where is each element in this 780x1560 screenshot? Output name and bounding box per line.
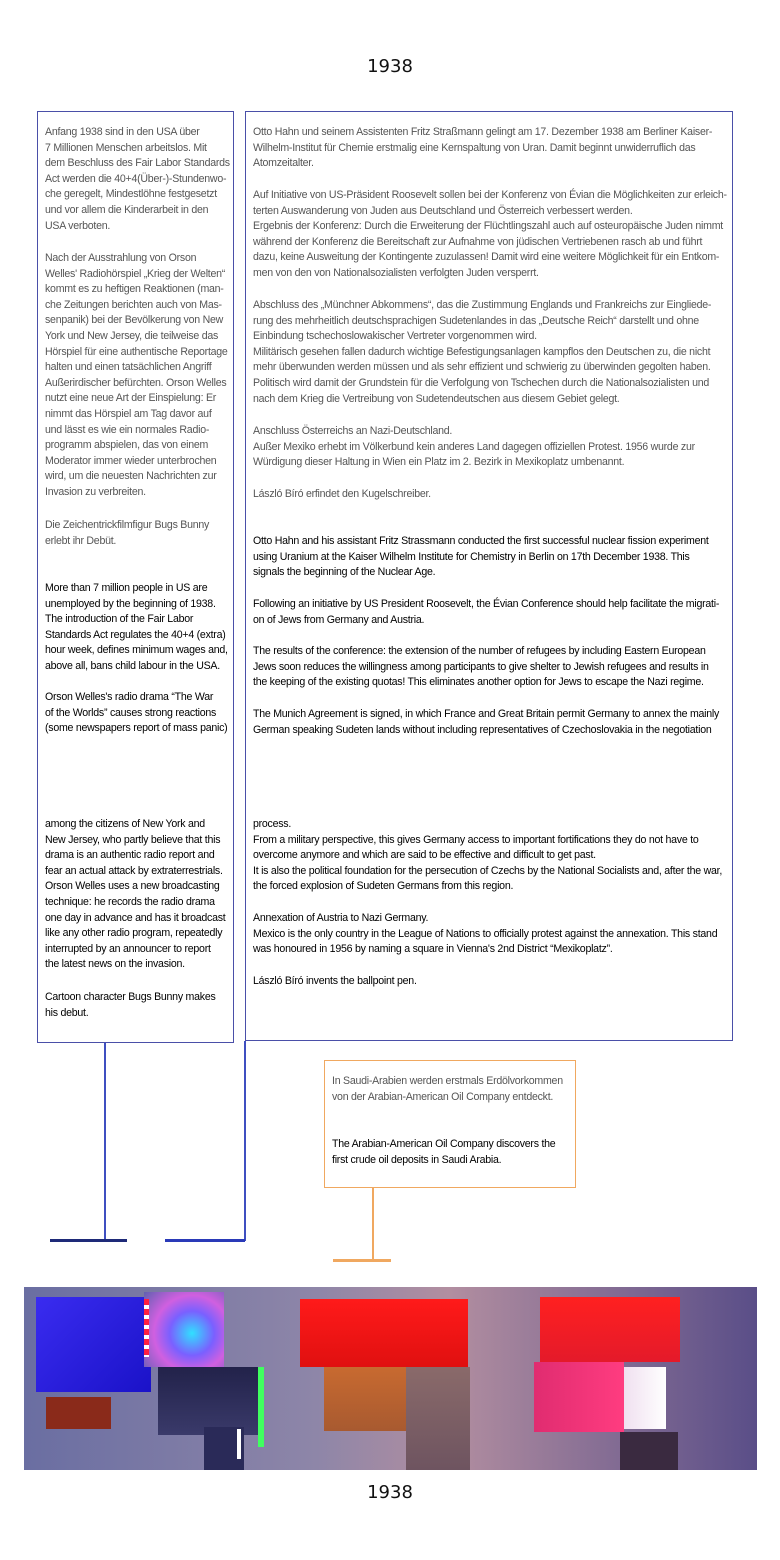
right-en-paragraph-5: process. From a military perspective, this gives Germany access to important fortifications they do not have to overcome anymore and which are said to be effective and difficult to get past. It is also the political foundation for the persecution of Czechs by the National Socialists and, after the war, the forced explosion of Sudeten Germans from this region. [253, 818, 723, 893]
brown-cube [406, 1367, 470, 1470]
dark-base-right [620, 1432, 678, 1470]
left-en-paragraph-4: Cartoon character Bugs Bunny makes his debut. [45, 991, 216, 1019]
right-de-paragraph-4: Anschluss Österreichs an Nazi-Deutschland. Außer Mexiko erhebt im Völkerbund kein anderes Land dagegen offiziellen Protest. 1956 wurde zur Würdigung dieser Haltung in Wien ein Platz im 2. Bezirk in Mexikoplatz umbenannt. [253, 425, 695, 469]
right-en-paragraph-2: Following an initiative by US President Roosevelt, the Évian Conference should help facilitate the migrati- on of Jews from Germany and Austria. [253, 598, 720, 626]
red-cube-center [300, 1299, 468, 1367]
right-en-paragraph-3: The results of the conference: the extension of the number of refugees by including Eastern European Jews soon reduces the willingness among participants to give shelter to Jewish refugees and results in the keeping of the existing quotas! This eliminates another option for Jews to escape the Nazi regime. [253, 645, 709, 689]
left-en-paragraph-3: among the citizens of New York and New Jersey, who partly believe that this drama is an authentic radio report and fear an actual attack by extraterrestrials. Orson Welles uses a new broadcasting technique: he records the radio drama one day in advance and has it broadcast like any other radio program, repeatedly interrupted by an announcer to report the latest news on the invasion. [45, 818, 226, 971]
light-installation-image [24, 1287, 757, 1470]
right-de-paragraph-1: Otto Hahn und seinem Assistenten Fritz Straßmann gelingt am 17. Dezember 1938 am Berliner Kaiser- Wilhelm-Institut für Chemie erstmalig eine Kernspaltung von Uran. Damit beginnt unwiderruflich das Atomzeitalter. [253, 126, 713, 170]
left-en-paragraph-1: More than 7 million people in US are unemployed by the beginning of 1938. The introduction of the Fair Labor Standards Act regulates the 40+4 (extra) hour week, defines minimum wages and, above all, bans child labour in the USA. [45, 582, 228, 672]
right-de-paragraph-2: Auf Initiative von US-Präsident Roosevelt sollen bei der Konferenz von Évian die Möglichkeiten zur erleich- terten Auswanderung von Juden aus Deutschland und Österreich verbessert werden. Ergebnis der Konferenz: Durch die Erweiterung der Flüchtlingszahl auch auf osteuropäische Juden nimmt während der Konferenz die Bereitschaft zur Aufnahme von jüdischen Vertriebenen rasch ab und führt dazu, keine Ausweitung der Kontingente zuzulassen! Damit wird eine weitere Möglichkeit für ein Entkom- men von den von Nationalsozialisten verfolgten Juden versperrt. [253, 189, 727, 279]
right-en-paragraph-7: László Bíró invents the ballpoint pen. [253, 975, 417, 987]
year-heading-bottom: 1938 [367, 1482, 413, 1503]
orange-cube [324, 1367, 406, 1431]
left-timeline-marker [50, 1239, 127, 1242]
navy-cube [158, 1367, 262, 1435]
left-de-paragraph-2: Nach der Ausstrahlung von Orson Welles' Radiohörspiel „Krieg der Welten“ kommt es zu heftigen Reaktionen (man- che Zeitungen berichten auch von Mas- senpanik) bei der Bevölkerung von New York und New Jersey, die teilweise das Hörspiel für eine authentische Reportage halten und einen tatsächlichen Angriff Außerirdischer befürchten. Orson Welles nutzt eine neue Art der Einspielung: Er nimmt das Hörspiel am Tag davor auf und lässt es wie ein normales Radio- programm abspielen, das von einem Moderator immer wieder unterbrochen wird, um die neuesten Nachrichten zur Invasion zu verbreiten. [45, 252, 228, 498]
red-led-strip [144, 1299, 149, 1357]
right-en-paragraph-4: The Munich Agreement is signed, in which France and Great Britain permit Germany to annex the mainly German speaking Sudeten lands without including representatives of Czechoslovakia in the negotiation [253, 708, 720, 736]
orange-timeline-marker [333, 1259, 391, 1262]
white-light-strip [237, 1429, 241, 1459]
magenta-glow [144, 1292, 224, 1367]
pink-cube [534, 1362, 624, 1432]
right-de-paragraph-5: László Bíró erfindet den Kugelschreiber. [253, 488, 431, 500]
year-heading-top: 1938 [367, 56, 413, 77]
dark-red-block [46, 1397, 111, 1429]
right-timeline-marker [165, 1239, 245, 1242]
green-glow [258, 1367, 264, 1447]
blue-cube [36, 1297, 151, 1392]
right-de-paragraph-3: Abschluss des „Münchner Abkommens“, das die Zustimmung Englands und Frankreichs zur Eingliede- rung des mehrheitlich deutschsprachigen Sudetenlandes in das „Deutsche Reich“ darstellt und ohne Einbindung tschechoslowakischer Vertreter vorgenommen wird. Militärisch gesehen fallen dadurch wichtige Befestigungsanlagen kampflos den Deutschen zu, die nicht mehr überwunden werden müssen und als sehr effizient und schwierig zu überwinden gegolten haben. Politisch wird damit der Grundstein für die Verfolgung von Tschechen durch die Nationalsozialisten und nach dem Krieg die Vertreibung von Sudetendeutschen aus diesem Gebiet gelegt. [253, 299, 712, 405]
orange-de-paragraph: In Saudi-Arabien werden erstmals Erdölvorkommen von der Arabian-American Oil Company entdeckt. [332, 1075, 563, 1103]
left-connector-line [104, 1043, 106, 1241]
left-de-paragraph-1: Anfang 1938 sind in den USA über 7 Millionen Menschen arbeitslos. Mit dem Beschluss des Fair Labor Standards Act werden die 40+4(Über-)-Stundenwo- che geregelt, Mindestlöhne festgesetzt und vor allem die Kinderarbeit in den USA verboten. [45, 126, 230, 232]
right-connector-line [244, 1041, 246, 1241]
orange-connector-line [372, 1188, 374, 1262]
left-en-paragraph-2: Orson Welles's radio drama “The War of the Worlds” causes strong reactions (some newspapers report of mass panic) [45, 691, 228, 735]
right-en-paragraph-6: Annexation of Austria to Nazi Germany. Mexico is the only country in the League of Nations to officially protest against the annexation. This stand was honoured in 1956 by naming a square in Vienna's 2nd District “Mexikoplatz”. [253, 912, 718, 956]
red-cube-right [540, 1297, 680, 1362]
orange-en-paragraph: The Arabian-American Oil Company discovers the first crude oil deposits in Saudi Arabia. [332, 1138, 556, 1166]
white-panel [624, 1367, 666, 1429]
right-en-paragraph-1: Otto Hahn and his assistant Fritz Strassmann conducted the first successful nuclear fission experiment using Uranium at the Kaiser Wilhelm Institute for Chemistry in Berlin on 17th December 1938. This signals the beginning of the Nuclear Age. [253, 535, 709, 579]
left-de-paragraph-3: Die Zeichentrickfilmfigur Bugs Bunny erlebt ihr Debüt. [45, 519, 210, 547]
